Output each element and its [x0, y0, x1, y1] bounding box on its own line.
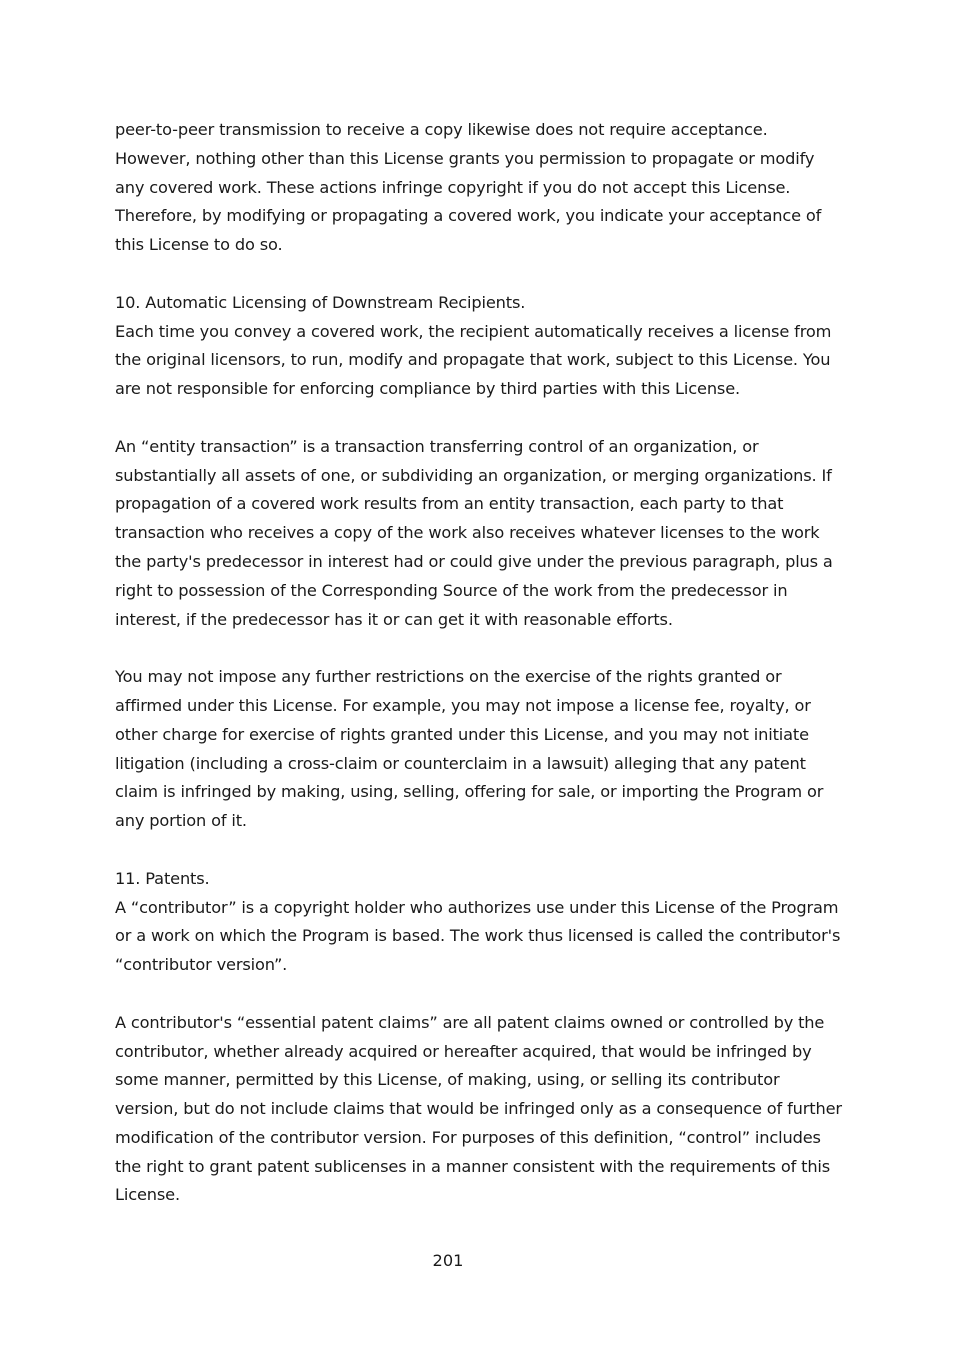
paragraph-text: Each time you convey a covered work, the recipient automatically receives a license from the original licensors, to run, modify and propagate that work, subject to this License. You are not responsible for enforcing compliance by third parties with this License.	[115, 321, 832, 399]
paragraph-text: You may not impose any further restrictions on the exercise of the rights granted or affirmed under this License. For example, you may not impose a license fee, royalty, or other charge for exercise of rights granted under this License, and you may not initiate litigation (including a cross-claim or counterclaim in a lawsuit) alleging that any patent claim is infringed by making, using, selling, offering for sale, or importing the Program or any portion of it.	[115, 667, 824, 831]
section-11	[115, 865, 843, 980]
paragraph-text: A contributor's “essential patent claims” are all patent claims owned or controlled by the contributor, whether already acquired or hereafter acquired, that would be infringed by some manner, permitted by this License, of making, using, or selling its contributor version, but do not include claims that would be infringed only as a consequence of further modification of the contributor version. For purposes of this definition, “control” includes the right to grant patent sublicenses in a manner consistent with the requirements of this License.	[115, 1012, 842, 1205]
page-number: 201	[432, 1251, 464, 1270]
section-10	[115, 289, 843, 404]
paragraph-text: peer-to-peer transmission to receive a copy likewise does not require acceptance. However, nothing other than this License grants you permission to propagate or modify any covered work. These actions infringe copyright if you do not accept this License. Therefore, by modifying or propagating a covered work, you indicate your acceptance of this License to do so.	[115, 120, 822, 255]
section-heading: 11. Patents.	[115, 868, 210, 888]
paragraph-text: A “contributor” is a copyright holder who authorizes use under this License of the Program or a work on which the Program is based. The work thus licensed is called the contributor's “contributor version”.	[115, 897, 841, 975]
paragraph-restrictions	[115, 663, 843, 836]
paragraph-essential-patent-claims	[115, 1009, 843, 1211]
paragraph-entity-transaction	[115, 433, 843, 635]
document-body	[115, 116, 843, 1239]
paragraph-text: An “entity transaction” is a transaction transferring control of an organization, or substantially all assets of one, or subdividing an organization, or merging organizations. If propagation of a covered work results from an entity transaction, each party to that transaction who receives a copy of the work also receives whatever licenses to the work the party's predecessor in interest had or could give under the previous paragraph, plus a right to possession of the Corresponding Source of the work from the predecessor in interest, if the predecessor has it or can get it with reasonable efforts.	[115, 436, 833, 629]
paragraph-acceptance	[115, 116, 843, 260]
section-heading: 10. Automatic Licensing of Downstream Recipients.	[115, 292, 526, 312]
